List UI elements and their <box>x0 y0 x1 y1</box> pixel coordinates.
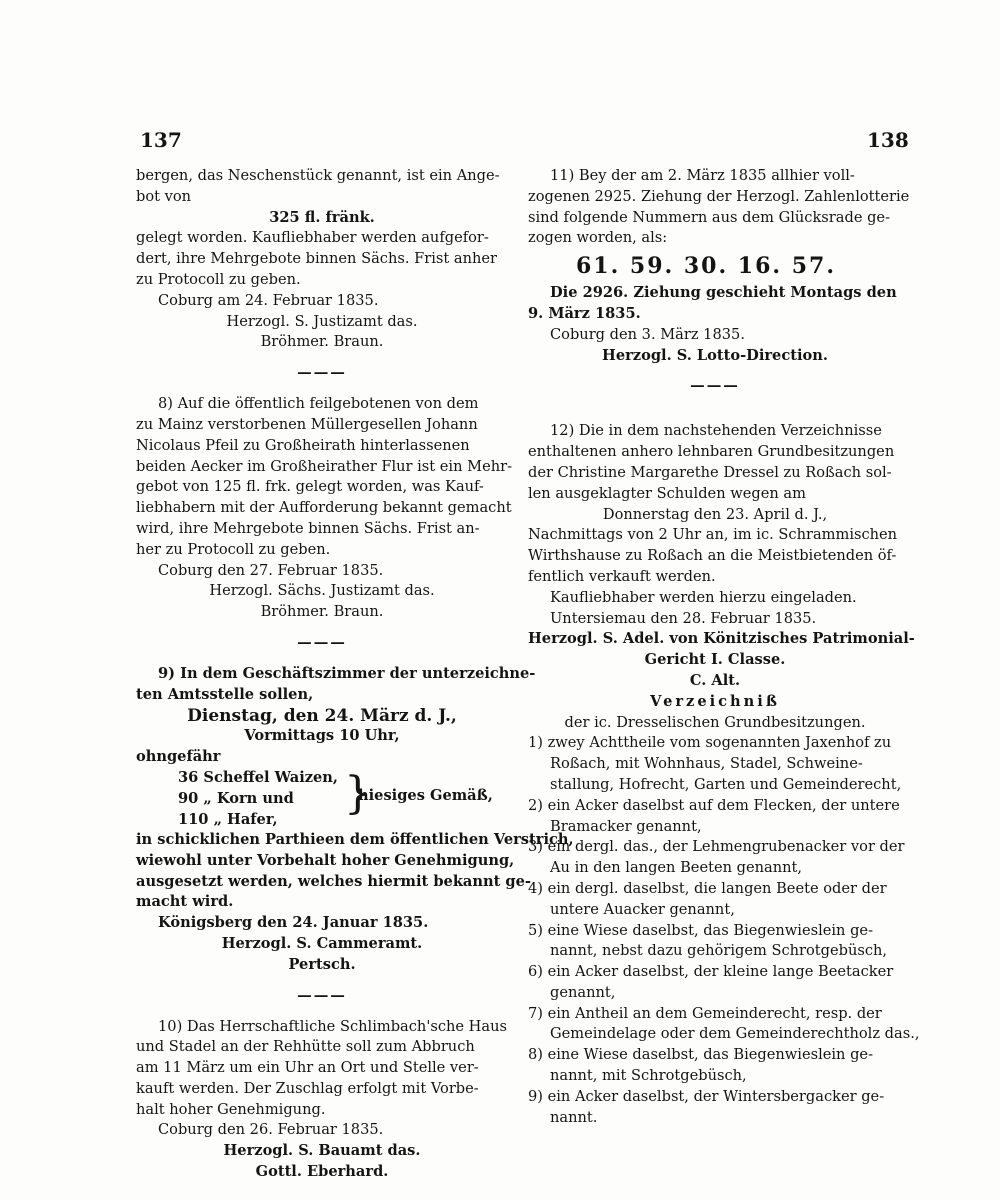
list-item-line: 7) ein Antheil an dem Gemeinderecht, resp. der <box>528 1004 882 1022</box>
text-line: zu Protocoll zu geben. <box>136 270 301 288</box>
grain-item: „ Hafer, <box>213 810 278 828</box>
separator-rule: ——— <box>297 633 347 651</box>
text-line: 9) In dem Geschäftszimmer der unterzeichne- <box>158 664 536 682</box>
grain-item: Scheffel Waizen, <box>203 768 338 786</box>
signature: Pertsch. <box>288 955 356 973</box>
approx-label: ohngefähr <box>136 748 221 766</box>
text-line: Die 2926. Ziehung geschieht Montags den <box>550 284 897 302</box>
text-line: und Stadel an der Rehhütte soll zum Abbruch <box>136 1038 475 1056</box>
text-line: dert, ihre Mehrgebote binnen Sächs. Frist anher <box>136 250 498 268</box>
text-line: ten Amtsstelle sollen, <box>136 685 314 703</box>
text-line: ausgesetzt werden, welches hiermit bekannt ge- <box>136 872 531 890</box>
auction-date: Dienstag, den 24. März d. J., <box>187 705 457 726</box>
signature: Bröhmer. Braun. <box>260 333 384 351</box>
text-line: am 11 März um ein Uhr an Ort und Stelle ver- <box>136 1059 479 1077</box>
page-number-left: 137 <box>140 128 182 152</box>
text-line: der Christine Margarethe Dressel zu Roßach sol- <box>528 463 892 481</box>
text-line: beiden Aecker im Großheirather Flur ist ein Mehr- <box>136 457 513 475</box>
text-line: zogenen 2925. Ziehung der Herzogl. Zahlenlotterie <box>528 187 910 205</box>
list-item-line: nannt. <box>550 1108 598 1126</box>
place-date: Coburg am 24. Februar 1835. <box>158 291 379 309</box>
text-line: her zu Protocoll zu geben. <box>136 540 331 558</box>
authority: Herzogl. S. Lotto-Direction. <box>602 346 828 364</box>
notice-7 <box>136 166 508 353</box>
list-item <box>528 962 902 1004</box>
authority: Gericht I. Classe. <box>644 651 786 669</box>
text-line: enthaltenen anhero lehnbaren Grundbesitzungen <box>528 443 895 461</box>
list-item-line: 9) ein Acker daselbst, der Wintersbergacker ge- <box>528 1087 885 1105</box>
text-line: Wirthshause zu Roßach an die Meistbietenden öf- <box>528 547 897 565</box>
list-item-line: genannt, <box>550 983 616 1001</box>
text-line: macht wird. <box>136 893 234 911</box>
place-date: Coburg den 27. Februar 1835. <box>158 561 384 579</box>
list-heading: Verzeichniß <box>650 692 780 710</box>
notice-10 <box>136 1017 508 1183</box>
property-list <box>528 692 920 1129</box>
list-item-line: Bramacker genannt, <box>550 817 702 835</box>
list-item <box>528 1004 920 1046</box>
list-item <box>528 879 902 921</box>
text-line: sind folgende Nummern aus dem Glücksrade ge- <box>528 208 891 226</box>
list-item-line: nannt, nebst dazu gehörigem Schrotgebüsch, <box>550 942 888 960</box>
list-subheading: der ic. Dresselischen Grundbesitzungen. <box>564 713 866 731</box>
text-line: zogen worden, als: <box>528 229 668 247</box>
text-line: bergen, das Neschenstück genannt, ist ein Ange- <box>136 167 500 184</box>
signature: Gottl. Eberhard. <box>255 1163 389 1181</box>
text-line: len ausgeklagter Schulden wegen am <box>528 484 806 502</box>
text-line: 11) Bey der am 2. März 1835 allhier voll- <box>550 167 855 184</box>
separator-rule: ——— <box>690 377 740 395</box>
text-line: in schicklichen Parthieen dem öffentlichen Verstrich, <box>136 830 574 848</box>
list-item-line: 3) ein dergl. das., der Lehmengrubenacker vor der <box>528 838 905 856</box>
right-column <box>528 166 920 1128</box>
place-date: Coburg den 3. März 1835. <box>550 325 745 343</box>
notice-9 <box>136 664 574 976</box>
list-item-line: 6) ein Acker daselbst, der kleine lange Beetacker <box>528 963 894 981</box>
grain-qty: 36 <box>178 768 199 786</box>
lottery-numbers: 61. 59. 30. 16. 57. <box>576 253 837 280</box>
list-item <box>528 837 905 879</box>
list-item-line: 4) ein dergl. daselbst, die langen Beete oder der <box>528 879 887 897</box>
text-line: 8) Auf die öffentlich feilgebotenen von dem <box>158 395 479 413</box>
list-item-line: untere Auacker genannt, <box>550 900 735 918</box>
list-item <box>528 1087 902 1129</box>
text-line: 9. März 1835. <box>528 304 641 322</box>
amount: 325 fl. fränk. <box>269 208 375 226</box>
grain-list <box>136 768 508 830</box>
grain-qty: 90 <box>178 789 199 807</box>
place-date: Königsberg den 24. Januar 1835. <box>158 914 429 932</box>
text-line: gebot von 125 fl. frk. gelegt worden, was Kauf- <box>136 478 484 496</box>
notice-8 <box>136 394 513 623</box>
list-item-line: Au in den langen Beeten genannt, <box>550 859 802 877</box>
list-item-line: Gemeindelage oder dem Gemeinderechtholz das., <box>550 1025 920 1043</box>
list-item <box>528 733 902 795</box>
signature: Bröhmer. Braun. <box>260 603 384 621</box>
text-line: fentlich verkauft werden. <box>528 567 716 585</box>
text-line: gelegt worden. Kaufliebhaber werden aufgefor- <box>136 229 489 247</box>
text-line: kauft werden. Der Zuschlag erfolgt mit Vorbe- <box>136 1079 479 1097</box>
grain-item: „ Korn und <box>203 789 294 807</box>
list-item-line: nannt, mit Schrotgebüsch, <box>550 1067 747 1085</box>
list-item-line: 2) ein Acker daselbst auf dem Flecken, der untere <box>528 796 900 814</box>
notice-12 <box>528 421 915 691</box>
list-item-line: Roßach, mit Wohnhaus, Stadel, Schweine- <box>550 755 863 773</box>
signature: C. Alt. <box>689 671 741 689</box>
separator-rule: ——— <box>297 364 347 382</box>
text-line: zu Mainz verstorbenen Müllergesellen Johann <box>136 415 478 433</box>
authority: Herzogl. S. Cammeramt. <box>221 934 423 952</box>
notice-11 <box>528 166 910 366</box>
text-line: wiewohl unter Vorbehalt hoher Genehmigung, <box>136 851 515 869</box>
text-line: Nicolaus Pfeil zu Großheirath hinterlassenen <box>136 436 470 454</box>
authority: Herzogl. Sächs. Justizamt das. <box>209 582 435 600</box>
auction-time: Vormittags 10 Uhr, <box>244 727 400 745</box>
list-item <box>528 1045 902 1087</box>
authority: Herzogl. S. Bauamt das. <box>223 1142 421 1160</box>
text-line: 10) Das Herrschaftliche Schlimbach'sche Haus <box>158 1017 507 1035</box>
place-date: Coburg den 26. Februar 1835. <box>158 1121 384 1139</box>
brace: } <box>344 767 372 819</box>
text-line: halt hoher Genehmigung. <box>136 1100 326 1118</box>
text-line: bot von <box>136 187 192 205</box>
left-column <box>136 166 574 1183</box>
grain-qty: 110 <box>178 810 209 828</box>
list-item-line: 1) zwey Achttheile vom sogenannten Jaxenhof zu <box>528 734 892 752</box>
authority: Herzogl. S. Justizamt das. <box>226 312 418 330</box>
list-item-line: stallung, Hofrecht, Garten und Gemeinderecht, <box>550 775 902 793</box>
invitation: Kaufliebhaber werden hierzu eingeladen. <box>550 588 857 606</box>
list-item <box>528 796 902 838</box>
text-line: 12) Die in dem nachstehenden Verzeichnisse <box>550 422 882 440</box>
list-item <box>528 921 902 963</box>
grain-row <box>178 810 478 831</box>
text-line: Nachmittags von 2 Uhr an, im ic. Schrammischen <box>528 526 898 544</box>
place-date: Untersiemau den 28. Februar 1835. <box>550 609 817 627</box>
page-number-right: 138 <box>867 128 909 152</box>
auction-date: Donnerstag den 23. April d. J., <box>602 505 828 523</box>
authority: Herzogl. S. Adel. von Könitzisches Patrimonial- <box>528 630 915 648</box>
list-items <box>528 733 920 1128</box>
list-item-line: 5) eine Wiese daselbst, das Biegenwieslein ge- <box>528 921 873 939</box>
text-line: liebhabern mit der Aufforderung bekannt gemacht <box>136 499 512 517</box>
text-line: wird, ihre Mehrgebote binnen Sächs. Frist an- <box>136 519 480 537</box>
separator-rule: ——— <box>297 986 347 1004</box>
list-item-line: 8) eine Wiese daselbst, das Biegenwieslein ge- <box>528 1046 873 1064</box>
grain-qualifier: hiesiges Gemäß, <box>358 786 493 804</box>
